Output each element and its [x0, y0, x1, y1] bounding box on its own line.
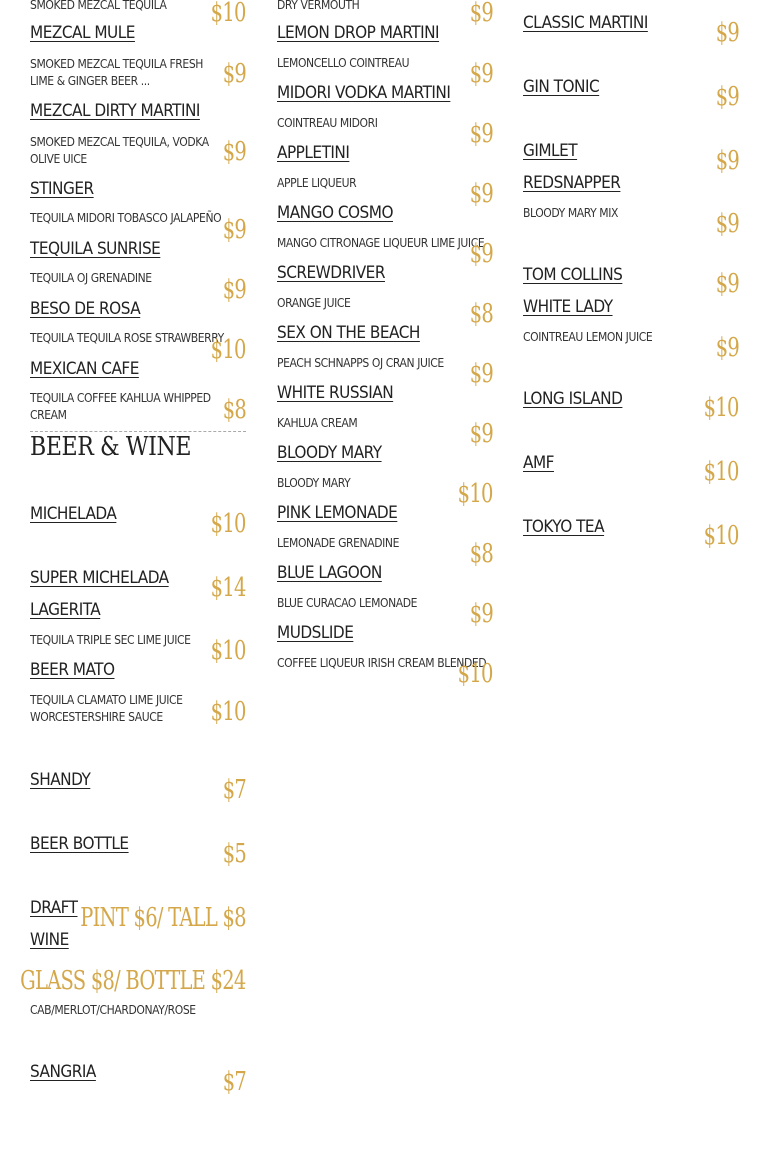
menu-item-name: SUPER MICHELADA	[30, 568, 169, 588]
menu-item-price: $7	[222, 1067, 246, 1097]
menu-item-price: $10	[211, 697, 246, 727]
section-title-beer-wine: BEER & WINE	[30, 432, 192, 462]
menu-item-name: MEZCAL MULE	[30, 23, 135, 43]
menu-item-name: TEQUILA SUNRISE	[30, 239, 161, 259]
menu-item-price: $7	[222, 775, 246, 805]
menu-item-name: GIN TONIC	[523, 77, 600, 97]
menu-item-price: $9	[715, 269, 739, 299]
menu-item-name: SANGRIA	[30, 1062, 96, 1082]
menu-item-name: WHITE RUSSIAN	[277, 383, 394, 403]
menu-item-price: $8	[222, 395, 246, 425]
menu-item-price: $9	[469, 119, 493, 149]
menu-item-name: CLASSIC MARTINI	[523, 13, 648, 33]
menu-item-desc: MANGO CITRONAGE LIQUEUR LIME JUICE	[277, 236, 485, 250]
menu-item-name: MANGO COSMO	[277, 203, 394, 223]
menu-item-name: DRAFT	[30, 898, 78, 918]
menu-item-name: MEZCAL DIRTY MARTINI	[30, 101, 200, 121]
menu-item-name: TOM COLLINS	[523, 265, 623, 285]
menu-item-price: $9	[469, 359, 493, 389]
menu-item-name: BEER BOTTLE	[30, 834, 129, 854]
menu-item-desc: TEQUILA TRIPLE SEC LIME JUICE	[30, 633, 191, 647]
menu-item-desc: APPLE LIQUEUR	[277, 176, 357, 190]
menu-item-name: SHANDY	[30, 770, 91, 790]
menu-item-price: $10	[211, 636, 246, 666]
menu-item-price: $9	[222, 59, 246, 89]
menu-item-price: $9	[715, 146, 739, 176]
menu-item-price: $10	[458, 479, 493, 509]
menu-item-desc: CAB/MERLOT/CHARDONAY/ROSE	[30, 1003, 196, 1017]
menu-item-desc: TEQUILA MIDORI TOBASCO JALAPEÑO	[30, 211, 222, 225]
menu-item-desc: DRY VERMOUTH	[277, 0, 360, 12]
menu-item-name: APPLETINI	[277, 143, 350, 163]
menu-item-desc: SMOKED MEZCAL TEQUILA FRESH LIME & GINGER BEER ...	[30, 57, 204, 88]
menu-item-name: BLUE LAGOON	[277, 563, 382, 583]
menu-item-desc: TEQUILA TEQUILA ROSE STRAWBERRY	[30, 331, 224, 345]
menu-item-desc: SMOKED MEZCAL TEQUILA	[30, 0, 167, 12]
menu-item-price: $9	[469, 419, 493, 449]
menu-item-name: BEER MATO	[30, 660, 115, 680]
menu-item-price: $10	[211, 0, 246, 28]
menu-item-price: $9	[715, 209, 739, 239]
menu-item-price: $9	[469, 0, 493, 28]
menu-item-price: $10	[704, 521, 739, 551]
menu-item-price: $9	[715, 82, 739, 112]
menu-item-price: $9	[469, 59, 493, 89]
menu-item-price: $9	[222, 137, 246, 167]
menu-item-price: $14	[211, 573, 246, 603]
menu-item-price: $9	[222, 275, 246, 305]
menu-item-name: WHITE LADY	[523, 297, 613, 317]
menu-item-price: $9	[715, 333, 739, 363]
menu-item-desc: TEQUILA OJ GRENADINE	[30, 271, 152, 285]
menu-item-desc: ORANGE JUICE	[277, 296, 351, 310]
menu-item-price: $10	[704, 457, 739, 487]
menu-item-name: BLOODY MARY	[277, 443, 382, 463]
menu-item-price: $9	[469, 599, 493, 629]
menu-item-name: LONG ISLAND	[523, 389, 623, 409]
menu-item-price: $5	[222, 839, 246, 869]
menu-item-desc: COINTREAU MIDORI	[277, 116, 378, 130]
menu-item-name: MIDORI VODKA MARTINI	[277, 83, 451, 103]
menu-item-name: MUDSLIDE	[277, 623, 354, 643]
menu-item-desc: BLUE CURACAO LEMONADE	[277, 596, 418, 610]
menu-item-name: TOKYO TEA	[523, 517, 605, 537]
menu-item-price: PINT $6/ TALL $8	[80, 903, 246, 933]
menu-item-price: $8	[469, 539, 493, 569]
menu-item-desc: BLOODY MARY MIX	[523, 206, 619, 220]
menu-item-desc: COINTREAU LEMON JUICE	[523, 330, 653, 344]
menu-item-price: $10	[211, 335, 246, 365]
menu-item-name: SEX ON THE BEACH	[277, 323, 420, 343]
menu-item-name: MEXICAN CAFE	[30, 359, 139, 379]
menu-item-price: $9	[222, 215, 246, 245]
menu-item-name: STINGER	[30, 179, 94, 199]
menu-item-desc: KAHLUA CREAM	[277, 416, 358, 430]
menu-item-name: REDSNAPPER	[523, 173, 621, 193]
menu-item-price: GLASS $8/ BOTTLE $24	[20, 966, 246, 996]
menu-item-price: $10	[458, 659, 493, 689]
menu-item-desc: TEQUILA CLAMATO LIME JUICE WORCESTERSHIRE SAUCE	[30, 693, 183, 724]
menu-item-desc: COFFEE LIQUEUR IRISH CREAM BLENDED	[277, 656, 487, 670]
menu-item-desc: LEMONADE GRENADINE	[277, 536, 399, 550]
menu-item-desc: TEQUILA COFFEE KAHLUA WHIPPED CREAM	[30, 391, 211, 422]
menu-item-name: SCREWDRIVER	[277, 263, 385, 283]
menu-item-name: AMF	[523, 453, 554, 473]
menu-item-name: MICHELADA	[30, 504, 117, 524]
menu-item-desc: PEACH SCHNAPPS OJ CRAN JUICE	[277, 356, 444, 370]
menu-item-name: PINK LEMONADE	[277, 503, 398, 523]
menu-item-name: BESO DE ROSA	[30, 299, 141, 319]
menu-item-price: $10	[704, 393, 739, 423]
menu-item-price: $8	[469, 299, 493, 329]
menu-item-name: LEMON DROP MARTINI	[277, 23, 440, 43]
menu-item-desc: BLOODY MARY	[277, 476, 351, 490]
menu-item-price: $9	[715, 18, 739, 48]
menu-item-price: $9	[469, 179, 493, 209]
menu-item-desc: LEMONCELLO COINTREAU	[277, 56, 410, 70]
menu-item-name: WINE	[30, 930, 69, 950]
menu-item-price: $9	[469, 239, 493, 269]
menu-item-name: LAGERITA	[30, 600, 101, 620]
menu-item-name: GIMLET	[523, 141, 578, 161]
menu-item-desc: SMOKED MEZCAL TEQUILA, VODKA OLIVE UICE	[30, 135, 209, 166]
menu-item-price: $10	[211, 509, 246, 539]
